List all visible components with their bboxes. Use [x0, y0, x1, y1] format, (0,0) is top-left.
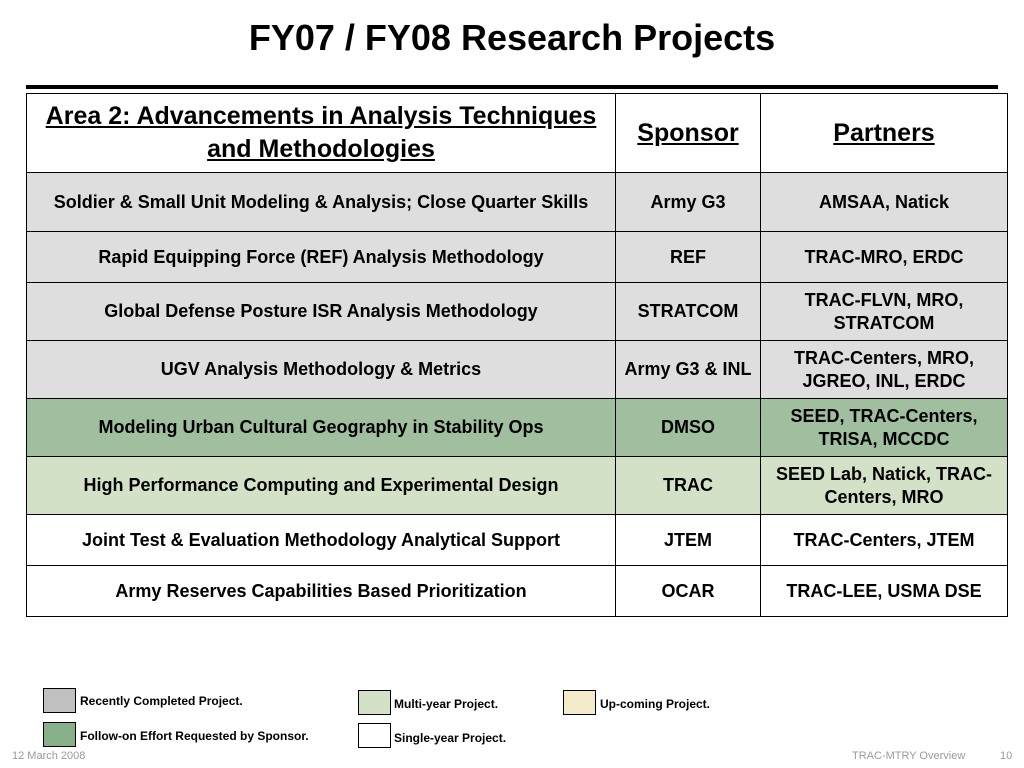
- legend-swatch-single: [358, 723, 391, 748]
- footer-org: TRAC-MTRY Overview: [852, 750, 966, 762]
- partners-cell: SEED, TRAC-Centers, TRISA, MCCDC: [761, 399, 1008, 457]
- legend-swatch-upcoming: [563, 690, 596, 715]
- table-row: [27, 399, 1008, 457]
- table-row: [27, 283, 1008, 341]
- table-row: [27, 173, 1008, 232]
- title-divider: [26, 85, 998, 89]
- partners-cell: TRAC-FLVN, MRO, STRATCOM: [761, 283, 1008, 341]
- sponsor-cell: DMSO: [616, 399, 761, 457]
- partners-cell: AMSAA, Natick: [761, 173, 1008, 232]
- partners-header: Partners: [761, 94, 1008, 173]
- sponsor-cell: TRAC: [616, 457, 761, 515]
- legend-swatch-multiyear: [358, 690, 391, 715]
- table-row: [27, 232, 1008, 283]
- sponsor-cell: STRATCOM: [616, 283, 761, 341]
- area-header: Area 2: Advancements in Analysis Techniques and Methodologies: [27, 94, 616, 173]
- legend-label-followon: Follow-on Effort Requested by Sponsor.: [80, 729, 309, 743]
- table-header-row: [27, 94, 1008, 173]
- table-row: [27, 566, 1008, 617]
- sponsor-cell: OCAR: [616, 566, 761, 617]
- partners-cell: TRAC-Centers, JTEM: [761, 515, 1008, 566]
- project-cell: UGV Analysis Methodology & Metrics: [27, 341, 616, 399]
- footer-date: 12 March 2008: [12, 750, 86, 762]
- legend-label-upcoming: Up-coming Project.: [600, 697, 711, 711]
- legend-label-single: Single-year Project.: [394, 731, 507, 745]
- legend-swatch-followon: [43, 722, 76, 747]
- slide-title: FY07 / FY08 Research Projects: [248, 17, 776, 58]
- page-number: 10: [1000, 750, 1013, 762]
- sponsor-cell: Army G3 & INL: [616, 341, 761, 399]
- partners-cell: TRAC-MRO, ERDC: [761, 232, 1008, 283]
- project-cell: High Performance Computing and Experimental Design: [27, 457, 616, 515]
- project-cell: Army Reserves Capabilities Based Prioritization: [27, 566, 616, 617]
- legend-label-completed: Recently Completed Project.: [80, 694, 243, 708]
- partners-cell: TRAC-LEE, USMA DSE: [761, 566, 1008, 617]
- project-cell: Modeling Urban Cultural Geography in Stability Ops: [27, 399, 616, 457]
- sponsor-header: Sponsor: [616, 94, 761, 173]
- table-row: [27, 341, 1008, 399]
- legend-swatch-completed: [43, 688, 76, 713]
- project-cell: Joint Test & Evaluation Methodology Analytical Support: [27, 515, 616, 566]
- projects-table: [26, 93, 1008, 617]
- sponsor-cell: Army G3: [616, 173, 761, 232]
- partners-cell: SEED Lab, Natick, TRAC-Centers, MRO: [761, 457, 1008, 515]
- project-cell: Global Defense Posture ISR Analysis Methodology: [27, 283, 616, 341]
- partners-cell: TRAC-Centers, MRO, JGREO, INL, ERDC: [761, 341, 1008, 399]
- table-row: [27, 457, 1008, 515]
- project-cell: Rapid Equipping Force (REF) Analysis Methodology: [27, 232, 616, 283]
- sponsor-cell: JTEM: [616, 515, 761, 566]
- legend-label-multiyear: Multi-year Project.: [394, 697, 499, 711]
- sponsor-cell: REF: [616, 232, 761, 283]
- table-row: [27, 515, 1008, 566]
- project-cell: Soldier & Small Unit Modeling & Analysis; Close Quarter Skills: [27, 173, 616, 232]
